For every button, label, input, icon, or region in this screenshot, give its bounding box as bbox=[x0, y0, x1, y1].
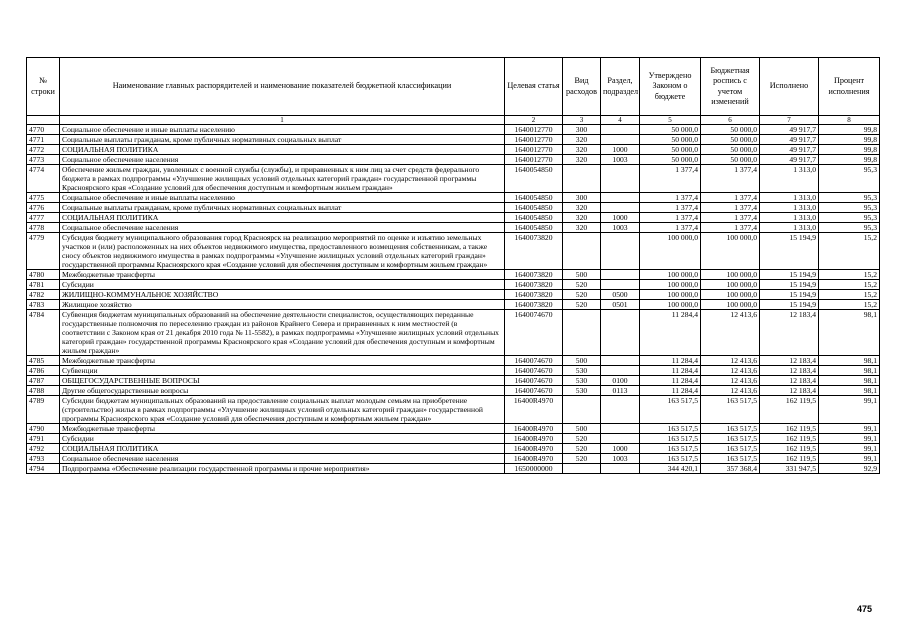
row-expense-type: 520 bbox=[563, 444, 601, 454]
table-row bbox=[27, 203, 880, 213]
table-row bbox=[27, 125, 880, 135]
row-executed-amount: 12 183,4 bbox=[760, 376, 819, 386]
row-target-article: 1650000000 bbox=[505, 464, 563, 474]
row-percent: 15,2 bbox=[819, 300, 880, 310]
header-name: Наименование главных распорядителей и наименование показателей бюджетной классификации bbox=[60, 58, 505, 116]
row-number: 4788 bbox=[27, 386, 60, 396]
row-target-article: 1640054850 bbox=[505, 203, 563, 213]
row-expense-type: 300 bbox=[563, 125, 601, 135]
row-target-article: 1640012770 bbox=[505, 135, 563, 145]
row-name: Субсидия бюджету муниципального образования город Красноярск на реализацию мероприятий по оценке и изъятию земельных участков и (или) расположенных на них объектов недвижимого имущества, предоставленного возмещения собственникам, а также сносу объектов недвижимого имущества в рамках подпрограммы «Улучшение жилищных условий отдельных категорий граждан» государственной программы Красноярского края «Создание условий для обеспечения доступным и комфортным жильем граждан» bbox=[60, 233, 505, 270]
row-number: 4790 bbox=[27, 424, 60, 434]
row-executed-amount: 12 183,4 bbox=[760, 386, 819, 396]
row-number: 4774 bbox=[27, 165, 60, 193]
table-row bbox=[27, 464, 880, 474]
row-number: 4781 bbox=[27, 280, 60, 290]
row-approved-amount: 1 377,4 bbox=[640, 213, 701, 223]
row-schedule-amount: 50 000,0 bbox=[701, 155, 760, 165]
row-number: 4786 bbox=[27, 366, 60, 376]
row-percent: 98,1 bbox=[819, 366, 880, 376]
row-name: Субсидии bbox=[60, 434, 505, 444]
row-target-article: 16400R4970 bbox=[505, 424, 563, 434]
row-number: 4778 bbox=[27, 223, 60, 233]
row-executed-amount: 1 313,0 bbox=[760, 165, 819, 193]
row-approved-amount: 100 000,0 bbox=[640, 300, 701, 310]
row-expense-type: 320 bbox=[563, 203, 601, 213]
row-section bbox=[601, 396, 640, 424]
row-section bbox=[601, 135, 640, 145]
row-schedule-amount: 100 000,0 bbox=[701, 270, 760, 280]
row-target-article: 16400R4970 bbox=[505, 454, 563, 464]
row-number: 4773 bbox=[27, 155, 60, 165]
page-number: 475 bbox=[856, 604, 872, 614]
table-body bbox=[27, 125, 880, 474]
row-percent: 98,1 bbox=[819, 356, 880, 366]
row-expense-type: 320 bbox=[563, 213, 601, 223]
row-expense-type: 520 bbox=[563, 300, 601, 310]
row-expense-type: 300 bbox=[563, 193, 601, 203]
row-section bbox=[601, 193, 640, 203]
row-approved-amount: 344 420,1 bbox=[640, 464, 701, 474]
row-number: 4785 bbox=[27, 356, 60, 366]
row-approved-amount: 163 517,5 bbox=[640, 434, 701, 444]
row-name: ОБЩЕГОСУДАРСТВЕННЫЕ ВОПРОСЫ bbox=[60, 376, 505, 386]
row-section: 1000 bbox=[601, 213, 640, 223]
row-target-article: 1640074670 bbox=[505, 356, 563, 366]
row-number: 4777 bbox=[27, 213, 60, 223]
row-number: 4779 bbox=[27, 233, 60, 270]
row-expense-type: 320 bbox=[563, 223, 601, 233]
row-percent: 95,3 bbox=[819, 213, 880, 223]
table-row bbox=[27, 165, 880, 193]
table-row bbox=[27, 386, 880, 396]
row-expense-type: 500 bbox=[563, 424, 601, 434]
row-target-article: 1640074670 bbox=[505, 310, 563, 356]
row-target-article: 1640073820 bbox=[505, 290, 563, 300]
row-name: Субвенции bbox=[60, 366, 505, 376]
row-target-article: 1640073820 bbox=[505, 300, 563, 310]
table-row bbox=[27, 290, 880, 300]
row-executed-amount: 15 194,9 bbox=[760, 300, 819, 310]
row-name: Другие общегосударственные вопросы bbox=[60, 386, 505, 396]
row-number: 4770 bbox=[27, 125, 60, 135]
header-executed: Исполнено bbox=[760, 58, 819, 116]
row-executed-amount: 1 313,0 bbox=[760, 193, 819, 203]
row-executed-amount: 49 917,7 bbox=[760, 155, 819, 165]
row-schedule-amount: 12 413,6 bbox=[701, 310, 760, 356]
row-approved-amount: 100 000,0 bbox=[640, 290, 701, 300]
row-section: 0501 bbox=[601, 300, 640, 310]
column-number: 4 bbox=[601, 116, 640, 125]
row-number: 4793 bbox=[27, 454, 60, 464]
row-approved-amount: 11 284,4 bbox=[640, 366, 701, 376]
row-percent: 99,1 bbox=[819, 444, 880, 454]
row-schedule-amount: 12 413,6 bbox=[701, 386, 760, 396]
row-number: 4775 bbox=[27, 193, 60, 203]
row-section bbox=[601, 270, 640, 280]
row-executed-amount: 1 313,0 bbox=[760, 223, 819, 233]
row-number: 4776 bbox=[27, 203, 60, 213]
row-section: 0113 bbox=[601, 386, 640, 396]
row-executed-amount: 162 119,5 bbox=[760, 454, 819, 464]
row-schedule-amount: 1 377,4 bbox=[701, 165, 760, 193]
row-percent: 92,9 bbox=[819, 464, 880, 474]
row-section bbox=[601, 125, 640, 135]
row-name: Социальное обеспечение и иные выплаты населению bbox=[60, 125, 505, 135]
row-percent: 15,2 bbox=[819, 290, 880, 300]
row-section bbox=[601, 310, 640, 356]
column-number: 7 bbox=[760, 116, 819, 125]
row-approved-amount: 100 000,0 bbox=[640, 270, 701, 280]
row-section bbox=[601, 165, 640, 193]
column-number bbox=[27, 116, 60, 125]
row-name: СОЦИАЛЬНАЯ ПОЛИТИКА bbox=[60, 213, 505, 223]
row-target-article: 1640073820 bbox=[505, 233, 563, 270]
row-executed-amount: 1 313,0 bbox=[760, 213, 819, 223]
row-percent: 15,2 bbox=[819, 270, 880, 280]
row-name: Межбюджетные трансферты bbox=[60, 356, 505, 366]
header-budget-schedule: Бюджетная роспись с учетом изменений bbox=[701, 58, 760, 116]
row-name: СОЦИАЛЬНАЯ ПОЛИТИКА bbox=[60, 145, 505, 155]
row-approved-amount: 50 000,0 bbox=[640, 135, 701, 145]
row-schedule-amount: 100 000,0 bbox=[701, 280, 760, 290]
row-target-article: 1640012770 bbox=[505, 125, 563, 135]
row-number: 4780 bbox=[27, 270, 60, 280]
row-expense-type: 530 bbox=[563, 376, 601, 386]
row-approved-amount: 163 517,5 bbox=[640, 454, 701, 464]
row-approved-amount: 163 517,5 bbox=[640, 396, 701, 424]
row-executed-amount: 162 119,5 bbox=[760, 444, 819, 454]
row-target-article: 1640054850 bbox=[505, 193, 563, 203]
table-row bbox=[27, 376, 880, 386]
row-expense-type bbox=[563, 233, 601, 270]
row-expense-type: 320 bbox=[563, 135, 601, 145]
table-row bbox=[27, 145, 880, 155]
row-executed-amount: 49 917,7 bbox=[760, 125, 819, 135]
table-row bbox=[27, 213, 880, 223]
row-name: Социальные выплаты гражданам, кроме публичных нормативных социальных выплат bbox=[60, 135, 505, 145]
row-section bbox=[601, 464, 640, 474]
row-percent: 99,8 bbox=[819, 145, 880, 155]
row-target-article: 1640073820 bbox=[505, 270, 563, 280]
row-percent: 99,8 bbox=[819, 155, 880, 165]
row-number: 4772 bbox=[27, 145, 60, 155]
row-target-article: 16400R4970 bbox=[505, 396, 563, 424]
table-row bbox=[27, 300, 880, 310]
row-approved-amount: 50 000,0 bbox=[640, 145, 701, 155]
table-row bbox=[27, 356, 880, 366]
row-executed-amount: 15 194,9 bbox=[760, 290, 819, 300]
row-percent: 95,3 bbox=[819, 193, 880, 203]
row-name: СОЦИАЛЬНАЯ ПОЛИТИКА bbox=[60, 444, 505, 454]
header-target-article: Целевая статья bbox=[505, 58, 563, 116]
row-schedule-amount: 163 517,5 bbox=[701, 424, 760, 434]
row-target-article: 1640074670 bbox=[505, 366, 563, 376]
row-approved-amount: 163 517,5 bbox=[640, 444, 701, 454]
row-schedule-amount: 357 368,4 bbox=[701, 464, 760, 474]
row-schedule-amount: 100 000,0 bbox=[701, 300, 760, 310]
row-expense-type bbox=[563, 396, 601, 424]
row-expense-type: 520 bbox=[563, 454, 601, 464]
header-row bbox=[27, 58, 880, 116]
row-schedule-amount: 163 517,5 bbox=[701, 444, 760, 454]
row-name: ЖИЛИЩНО-КОММУНАЛЬНОЕ ХОЗЯЙСТВО bbox=[60, 290, 505, 300]
row-section bbox=[601, 203, 640, 213]
header-row-number: № строки bbox=[27, 58, 60, 116]
row-schedule-amount: 163 517,5 bbox=[701, 396, 760, 424]
row-approved-amount: 11 284,4 bbox=[640, 356, 701, 366]
row-name: Межбюджетные трансферты bbox=[60, 424, 505, 434]
row-approved-amount: 1 377,4 bbox=[640, 193, 701, 203]
column-number: 5 bbox=[640, 116, 701, 125]
row-schedule-amount: 1 377,4 bbox=[701, 203, 760, 213]
row-section: 1000 bbox=[601, 444, 640, 454]
header-percent: Процент исполнения bbox=[819, 58, 880, 116]
row-approved-amount: 50 000,0 bbox=[640, 125, 701, 135]
row-expense-type: 320 bbox=[563, 145, 601, 155]
table-row bbox=[27, 454, 880, 464]
row-approved-amount: 100 000,0 bbox=[640, 280, 701, 290]
row-section bbox=[601, 233, 640, 270]
column-number: 2 bbox=[505, 116, 563, 125]
row-section: 1003 bbox=[601, 454, 640, 464]
column-number: 8 bbox=[819, 116, 880, 125]
row-name: Субсидии bbox=[60, 280, 505, 290]
row-expense-type bbox=[563, 165, 601, 193]
row-percent: 98,1 bbox=[819, 310, 880, 356]
row-schedule-amount: 12 413,6 bbox=[701, 376, 760, 386]
row-number: 4771 bbox=[27, 135, 60, 145]
row-percent: 99,1 bbox=[819, 396, 880, 424]
budget-execution-table bbox=[26, 57, 880, 474]
row-expense-type bbox=[563, 310, 601, 356]
row-schedule-amount: 50 000,0 bbox=[701, 125, 760, 135]
row-approved-amount: 11 284,4 bbox=[640, 386, 701, 396]
header-section: Раздел, подраздел bbox=[601, 58, 640, 116]
row-target-article: 1640012770 bbox=[505, 145, 563, 155]
header-expense-type: Вид расходов bbox=[563, 58, 601, 116]
row-schedule-amount: 12 413,6 bbox=[701, 366, 760, 376]
row-expense-type bbox=[563, 464, 601, 474]
table-row bbox=[27, 280, 880, 290]
row-approved-amount: 11 284,4 bbox=[640, 310, 701, 356]
row-expense-type: 530 bbox=[563, 386, 601, 396]
row-target-article: 16400R4970 bbox=[505, 444, 563, 454]
row-schedule-amount: 1 377,4 bbox=[701, 223, 760, 233]
row-schedule-amount: 12 413,6 bbox=[701, 356, 760, 366]
row-expense-type: 500 bbox=[563, 356, 601, 366]
row-approved-amount: 100 000,0 bbox=[640, 233, 701, 270]
row-schedule-amount: 1 377,4 bbox=[701, 213, 760, 223]
row-executed-amount: 49 917,7 bbox=[760, 145, 819, 155]
row-executed-amount: 49 917,7 bbox=[760, 135, 819, 145]
row-section: 1000 bbox=[601, 145, 640, 155]
row-target-article: 1640074670 bbox=[505, 386, 563, 396]
row-percent: 99,1 bbox=[819, 454, 880, 464]
row-number: 4791 bbox=[27, 434, 60, 444]
row-schedule-amount: 100 000,0 bbox=[701, 290, 760, 300]
row-name: Обеспечение жильем граждан, уволенных с военной службы (службы), и приравненных к ним лиц за счет средств федерального бюджета в рамках подпрограммы «Улучшение жилищных условий отдельных категорий граждан» государственной программы Красноярского края «Создание условий для обеспечения доступным и комфортным жильем граждан» bbox=[60, 165, 505, 193]
row-percent: 15,2 bbox=[819, 280, 880, 290]
table-row bbox=[27, 396, 880, 424]
row-percent: 95,3 bbox=[819, 165, 880, 193]
row-section: 1003 bbox=[601, 155, 640, 165]
row-approved-amount: 1 377,4 bbox=[640, 165, 701, 193]
table-row bbox=[27, 310, 880, 356]
row-schedule-amount: 163 517,5 bbox=[701, 434, 760, 444]
row-schedule-amount: 50 000,0 bbox=[701, 145, 760, 155]
row-percent: 99,1 bbox=[819, 424, 880, 434]
row-name: Социальные выплаты гражданам, кроме публичных нормативных социальных выплат bbox=[60, 203, 505, 213]
row-executed-amount: 1 313,0 bbox=[760, 203, 819, 213]
column-number-row bbox=[27, 116, 880, 125]
row-number: 4784 bbox=[27, 310, 60, 356]
row-approved-amount: 50 000,0 bbox=[640, 155, 701, 165]
row-target-article: 1640054850 bbox=[505, 165, 563, 193]
row-schedule-amount: 100 000,0 bbox=[701, 233, 760, 270]
row-executed-amount: 12 183,4 bbox=[760, 310, 819, 356]
row-percent: 99,1 bbox=[819, 434, 880, 444]
row-section: 0500 bbox=[601, 290, 640, 300]
row-expense-type: 320 bbox=[563, 155, 601, 165]
row-percent: 98,1 bbox=[819, 376, 880, 386]
row-name: Социальное обеспечение населения bbox=[60, 223, 505, 233]
row-percent: 99,8 bbox=[819, 135, 880, 145]
header-approved-by-law: Утверждено Законом о бюджете bbox=[640, 58, 701, 116]
row-name: Жилищное хозяйство bbox=[60, 300, 505, 310]
row-number: 4789 bbox=[27, 396, 60, 424]
table-row bbox=[27, 233, 880, 270]
row-approved-amount: 11 284,4 bbox=[640, 376, 701, 386]
row-name: Социальное обеспечение населения bbox=[60, 454, 505, 464]
row-schedule-amount: 163 517,5 bbox=[701, 454, 760, 464]
row-executed-amount: 15 194,9 bbox=[760, 280, 819, 290]
column-number: 1 bbox=[60, 116, 505, 125]
row-target-article: 1640074670 bbox=[505, 376, 563, 386]
row-target-article: 1640012770 bbox=[505, 155, 563, 165]
row-percent: 99,8 bbox=[819, 125, 880, 135]
row-schedule-amount: 50 000,0 bbox=[701, 135, 760, 145]
row-expense-type: 520 bbox=[563, 290, 601, 300]
row-expense-type: 520 bbox=[563, 280, 601, 290]
row-name: Субвенция бюджетам муниципальных образований на обеспечение деятельности специалистов, осуществляющих переданные государственные полномочия по переселению граждан из районов Крайнего Севера и приравненных к ним местностей (в соответствии с Законом края от 21 декабря 2010 года № 11-5582), в рамках подпрограммы «Улучшение жилищных условий отдельных категорий граждан» государственной программы Красноярского края «Создание условий для обеспечения доступным и комфортным жильем граждан» bbox=[60, 310, 505, 356]
column-number: 3 bbox=[563, 116, 601, 125]
row-target-article: 1640054850 bbox=[505, 223, 563, 233]
row-target-article: 1640073820 bbox=[505, 280, 563, 290]
table-row bbox=[27, 444, 880, 454]
row-section bbox=[601, 366, 640, 376]
row-number: 4792 bbox=[27, 444, 60, 454]
row-percent: 98,1 bbox=[819, 386, 880, 396]
row-target-article: 16400R4970 bbox=[505, 434, 563, 444]
table-row bbox=[27, 434, 880, 444]
table-row bbox=[27, 193, 880, 203]
column-number: 6 bbox=[701, 116, 760, 125]
row-section bbox=[601, 434, 640, 444]
row-expense-type: 520 bbox=[563, 434, 601, 444]
row-section bbox=[601, 280, 640, 290]
row-executed-amount: 15 194,9 bbox=[760, 233, 819, 270]
table-row bbox=[27, 270, 880, 280]
row-name: Межбюджетные трансферты bbox=[60, 270, 505, 280]
row-name: Подпрограмма «Обеспечение реализации государственной программы и прочие мероприятия» bbox=[60, 464, 505, 474]
table-row bbox=[27, 135, 880, 145]
row-number: 4787 bbox=[27, 376, 60, 386]
row-section: 0100 bbox=[601, 376, 640, 386]
row-name: Социальное обеспечение и иные выплаты населению bbox=[60, 193, 505, 203]
row-target-article: 1640054850 bbox=[505, 213, 563, 223]
row-approved-amount: 1 377,4 bbox=[640, 203, 701, 213]
row-executed-amount: 162 119,5 bbox=[760, 396, 819, 424]
row-approved-amount: 1 377,4 bbox=[640, 223, 701, 233]
row-percent: 95,3 bbox=[819, 223, 880, 233]
row-schedule-amount: 1 377,4 bbox=[701, 193, 760, 203]
row-executed-amount: 12 183,4 bbox=[760, 356, 819, 366]
row-number: 4782 bbox=[27, 290, 60, 300]
row-number: 4783 bbox=[27, 300, 60, 310]
row-name: Социальное обеспечение населения bbox=[60, 155, 505, 165]
row-executed-amount: 15 194,9 bbox=[760, 270, 819, 280]
row-percent: 95,3 bbox=[819, 203, 880, 213]
row-name: Субсидии бюджетам муниципальных образований на предоставление социальных выплат молодым семьям на приобретение (строительство) жилья в рамках подпрограммы «Улучшение жилищных условий отдельных категорий граждан» государственной программы Красноярского края «Создание условий для обеспечения доступным и комфортным жильем граждан» bbox=[60, 396, 505, 424]
table-row bbox=[27, 366, 880, 376]
row-expense-type: 530 bbox=[563, 366, 601, 376]
row-percent: 15,2 bbox=[819, 233, 880, 270]
row-section: 1003 bbox=[601, 223, 640, 233]
row-section bbox=[601, 356, 640, 366]
row-number: 4794 bbox=[27, 464, 60, 474]
row-executed-amount: 162 119,5 bbox=[760, 424, 819, 434]
row-executed-amount: 162 119,5 bbox=[760, 434, 819, 444]
row-expense-type: 500 bbox=[563, 270, 601, 280]
row-executed-amount: 12 183,4 bbox=[760, 366, 819, 376]
table-row bbox=[27, 223, 880, 233]
table-row bbox=[27, 155, 880, 165]
row-executed-amount: 331 947,5 bbox=[760, 464, 819, 474]
row-section bbox=[601, 424, 640, 434]
table-row bbox=[27, 424, 880, 434]
row-approved-amount: 163 517,5 bbox=[640, 424, 701, 434]
